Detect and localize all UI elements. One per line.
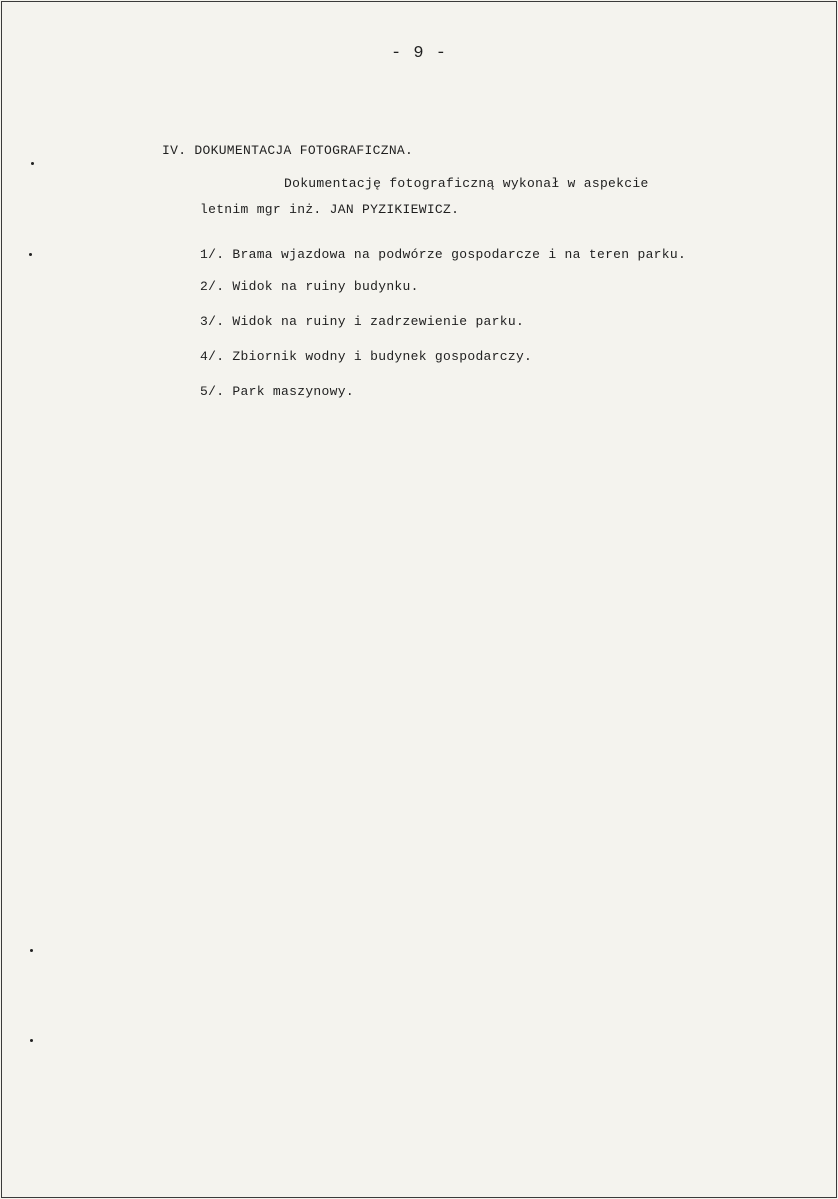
margin-mark [30,949,33,952]
page-number: - 9 - [390,44,447,63]
intro-line-2: letnim mgr inż. JAN PYZIKIEWICZ. [200,202,460,217]
section-heading: IV. DOKUMENTACJA FOTOGRAFICZNA. [162,143,414,158]
list-item: 4/. Zbiornik wodny i budynek gospodarczy. [200,349,533,364]
list-item: 3/. Widok na ruiny i zadrzewienie parku. [200,314,525,329]
intro-line-1: Dokumentację fotograficzną wykonał w aspekcie [284,176,649,191]
margin-mark [31,162,34,165]
list-item: 1/. Brama wjazdowa na podwórze gospodarcze i na teren parku. [200,247,687,262]
list-item: 5/. Park maszynowy. [200,384,354,399]
list-item: 2/. Widok na ruiny budynku. [200,279,419,294]
margin-mark [30,1039,33,1042]
margin-mark [29,253,32,256]
